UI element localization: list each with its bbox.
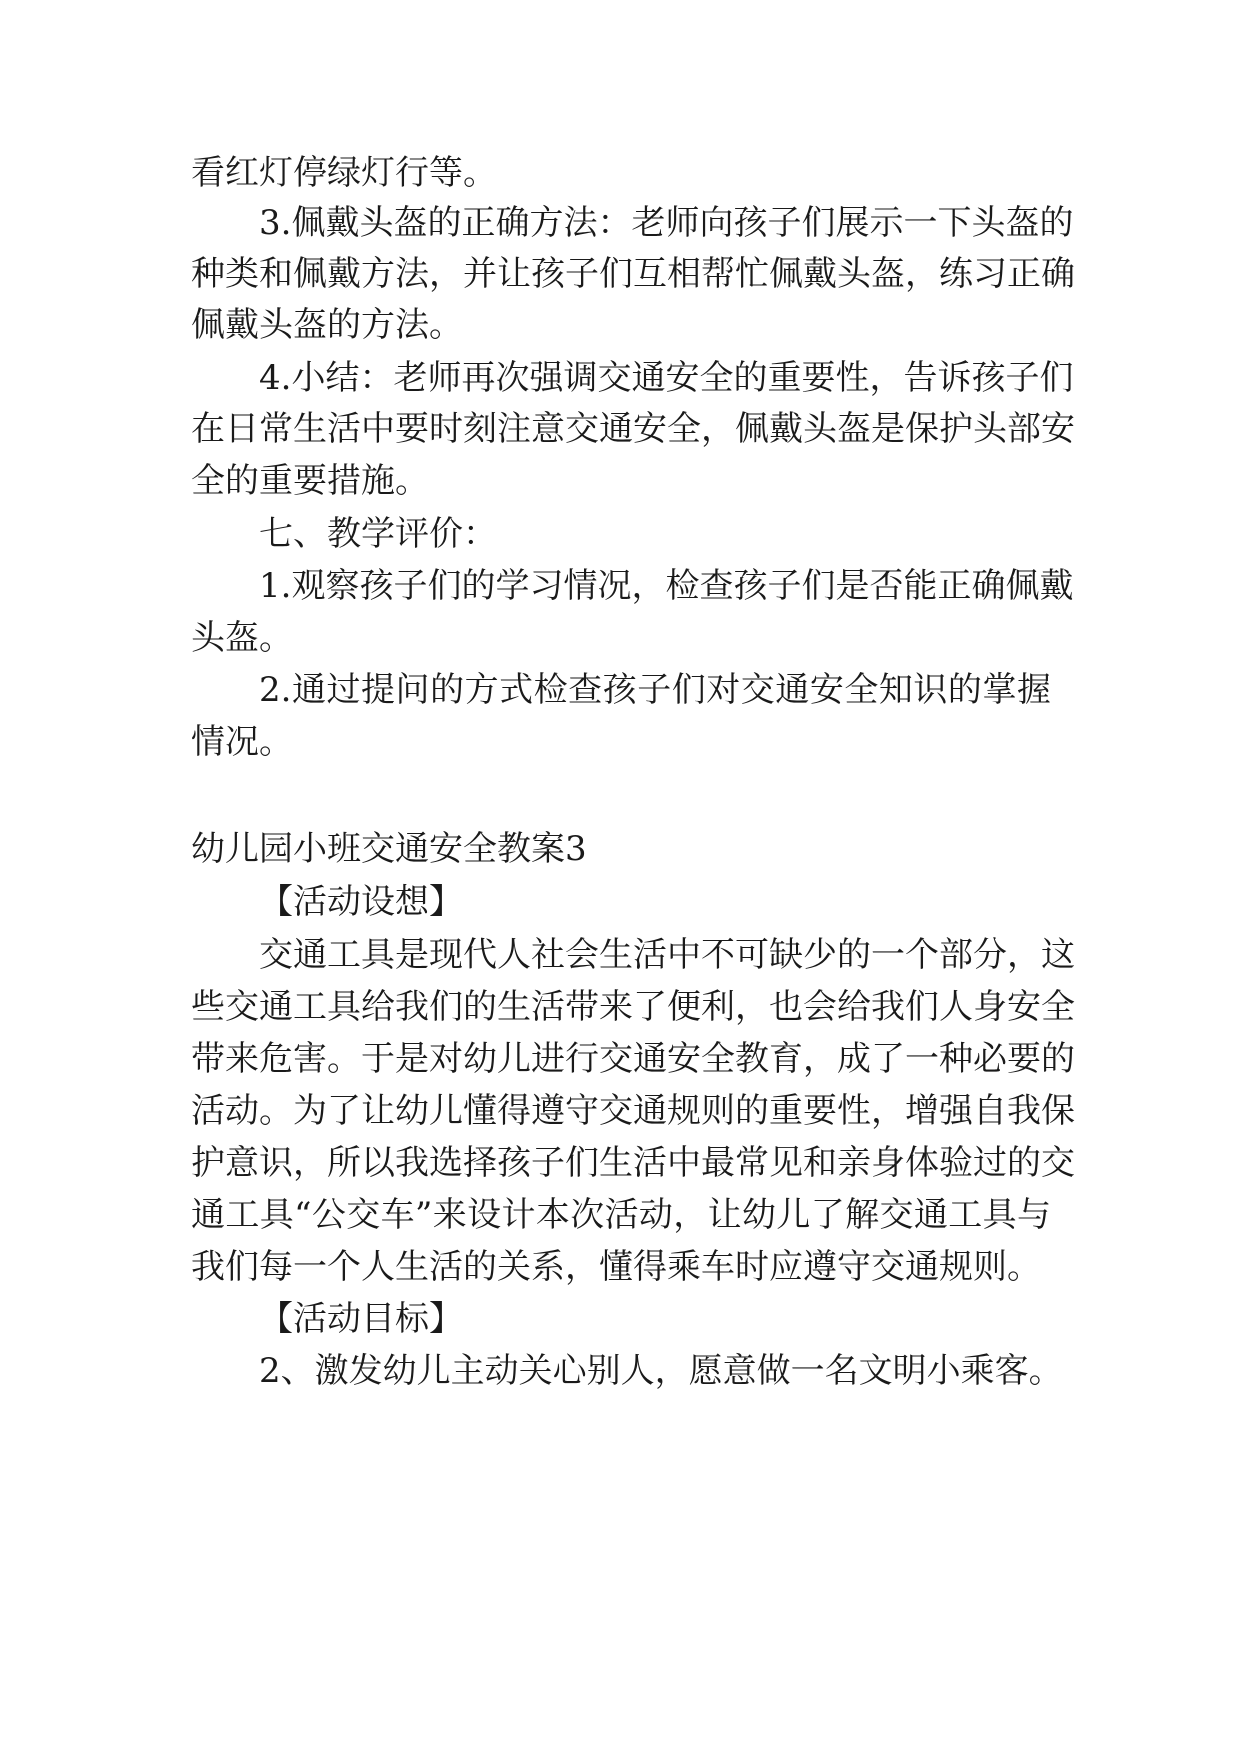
body-text-line: 些交通工具给我们的生活带来了便利，也会给我们人身安全: [191, 987, 1075, 1027]
body-text-line: 在日常生活中要时刻注意交通安全，佩戴头盔是保护头部安: [191, 409, 1075, 449]
body-text-line: 通工具“公交车”来设计本次活动，让幼儿了解交通工具与: [191, 1195, 1051, 1235]
body-text-line: 带来危害。于是对幼儿进行交通安全教育，成了一种必要的: [191, 1039, 1075, 1079]
section-heading-activity-goals: 【活动目标】: [259, 1299, 463, 1339]
body-text-line: 交通工具是现代人社会生活中不可缺少的一个部分，这: [259, 935, 1075, 975]
list-item-goal-2: 2、激发幼儿主动关心别人，愿意做一名文明小乘客。: [259, 1351, 1063, 1391]
section-heading-evaluation: 七、教学评价：: [259, 514, 497, 554]
body-text-line: 活动。为了让幼儿懂得遵守交通规则的重要性，增强自我保: [191, 1091, 1075, 1131]
body-text-line: 种类和佩戴方法，并让孩子们互相帮忙佩戴头盔，练习正确: [191, 254, 1075, 294]
body-text-line: 情况。: [191, 722, 293, 762]
body-text-line: 护意识，所以我选择孩子们生活中最常见和亲身体验过的交: [191, 1143, 1075, 1183]
body-text-line: 看红灯停绿灯行等。: [191, 153, 497, 193]
document-title: 幼儿园小班交通安全教案3: [191, 829, 587, 869]
body-text-line: 全的重要措施。: [191, 461, 429, 501]
body-text-line: 头盔。: [191, 618, 293, 658]
list-item-step-4: 4.小结：老师再次强调交通安全的重要性，告诉孩子们: [259, 358, 1074, 398]
body-text-line: 我们每一个人生活的关系，懂得乘车时应遵守交通规则。: [191, 1247, 1041, 1287]
list-item-step-3: 3.佩戴头盔的正确方法：老师向孩子们展示一下头盔的: [259, 203, 1074, 243]
section-heading-activity-idea: 【活动设想】: [259, 882, 463, 922]
list-item-evaluation-2: 2.通过提问的方式检查孩子们对交通安全知识的掌握: [259, 670, 1051, 710]
body-text-line: 佩戴头盔的方法。: [191, 305, 463, 345]
list-item-evaluation-1: 1.观察孩子们的学习情况，检查孩子们是否能正确佩戴: [259, 566, 1074, 606]
